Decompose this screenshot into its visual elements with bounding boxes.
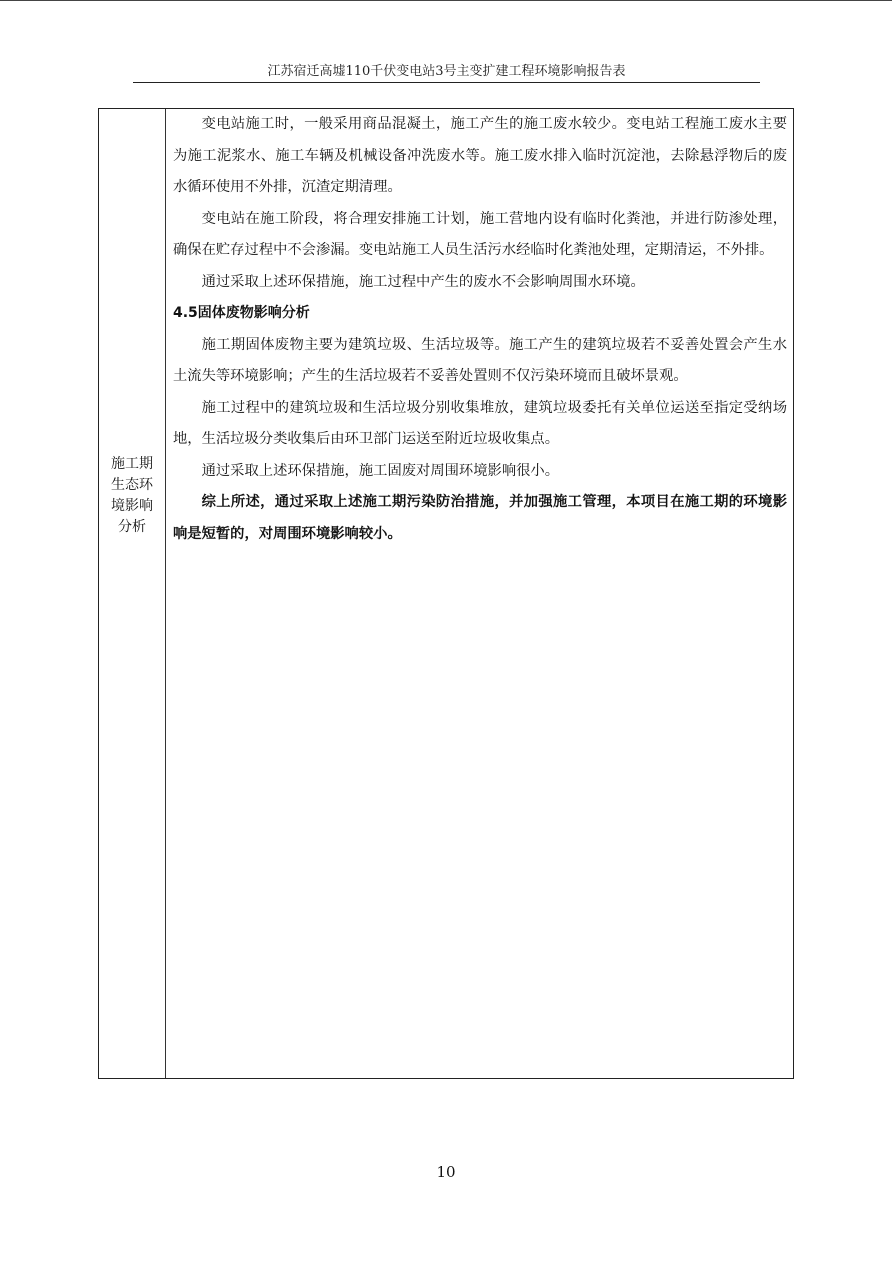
paragraph-solid-waste-conclusion: 通过采取上述环保措施，施工固废对周围环境影响很小。 <box>201 462 560 479</box>
paragraph-solid-waste-types: 施工期固体废物主要为建筑垃圾、生活垃圾等。施工产生的建筑垃圾若不妥善处置会产生水土流失等环境影响；产生的生活垃圾若不妥善处置则不仅污染环境而且破坏景观。 <box>173 336 787 384</box>
paragraph-overall-conclusion: 综上所述，通过采取上述施工期污染防治措施，并加强施工管理，本项目在施工期的环境影响是短暂的，对周围环境影响较小。 <box>173 494 787 542</box>
table-column-divider <box>165 109 166 1078</box>
row-label-line: 施工期 <box>111 456 153 472</box>
page-number: 10 <box>436 1163 456 1181</box>
paragraph-wastewater-source: 变电站施工时，一般采用商品混凝土，施工产生的施工废水较少。变电站工程施工废水主要为施工泥浆水、施工车辆及机械设备冲洗废水等。施工废水排入临时沉淀池，去除悬浮物后的废水循环使用不外排，沉渣定期清理。 <box>173 116 787 195</box>
row-label-line: 境影响 <box>111 498 153 514</box>
analysis-table <box>98 108 794 1079</box>
paragraph-water-conclusion: 通过采取上述环保措施，施工过程中产生的废水不会影响周围水环境。 <box>201 273 645 290</box>
row-label-construction-ecological-impact <box>99 454 165 538</box>
paragraph-solid-waste-handling: 施工过程中的建筑垃圾和生活垃圾分别收集堆放，建筑垃圾委托有关单位运送至指定受纳场地，生活垃圾分类收集后由环卫部门运送至附近垃圾收集点。 <box>173 399 787 447</box>
row-label-line: 生态环 <box>111 477 153 493</box>
page-top-border <box>0 0 892 1</box>
paragraph-domestic-sewage: 变电站在施工阶段，将合理安排施工计划，施工营地内设有临时化粪池，并进行防渗处理，确保在贮存过程中不会渗漏。变电站施工人员生活污水经临时化粪池处理，定期清运，不外排。 <box>173 210 787 258</box>
header-underline <box>133 82 760 83</box>
report-header-title: 江苏宿迁高墟110千伏变电站3号主变扩建工程环境影响报告表 <box>267 64 626 79</box>
table-content-cell <box>173 109 787 550</box>
section-heading-solid-waste: 4.5固体废物影响分析 <box>173 305 310 321</box>
row-label-line: 分析 <box>118 519 146 535</box>
